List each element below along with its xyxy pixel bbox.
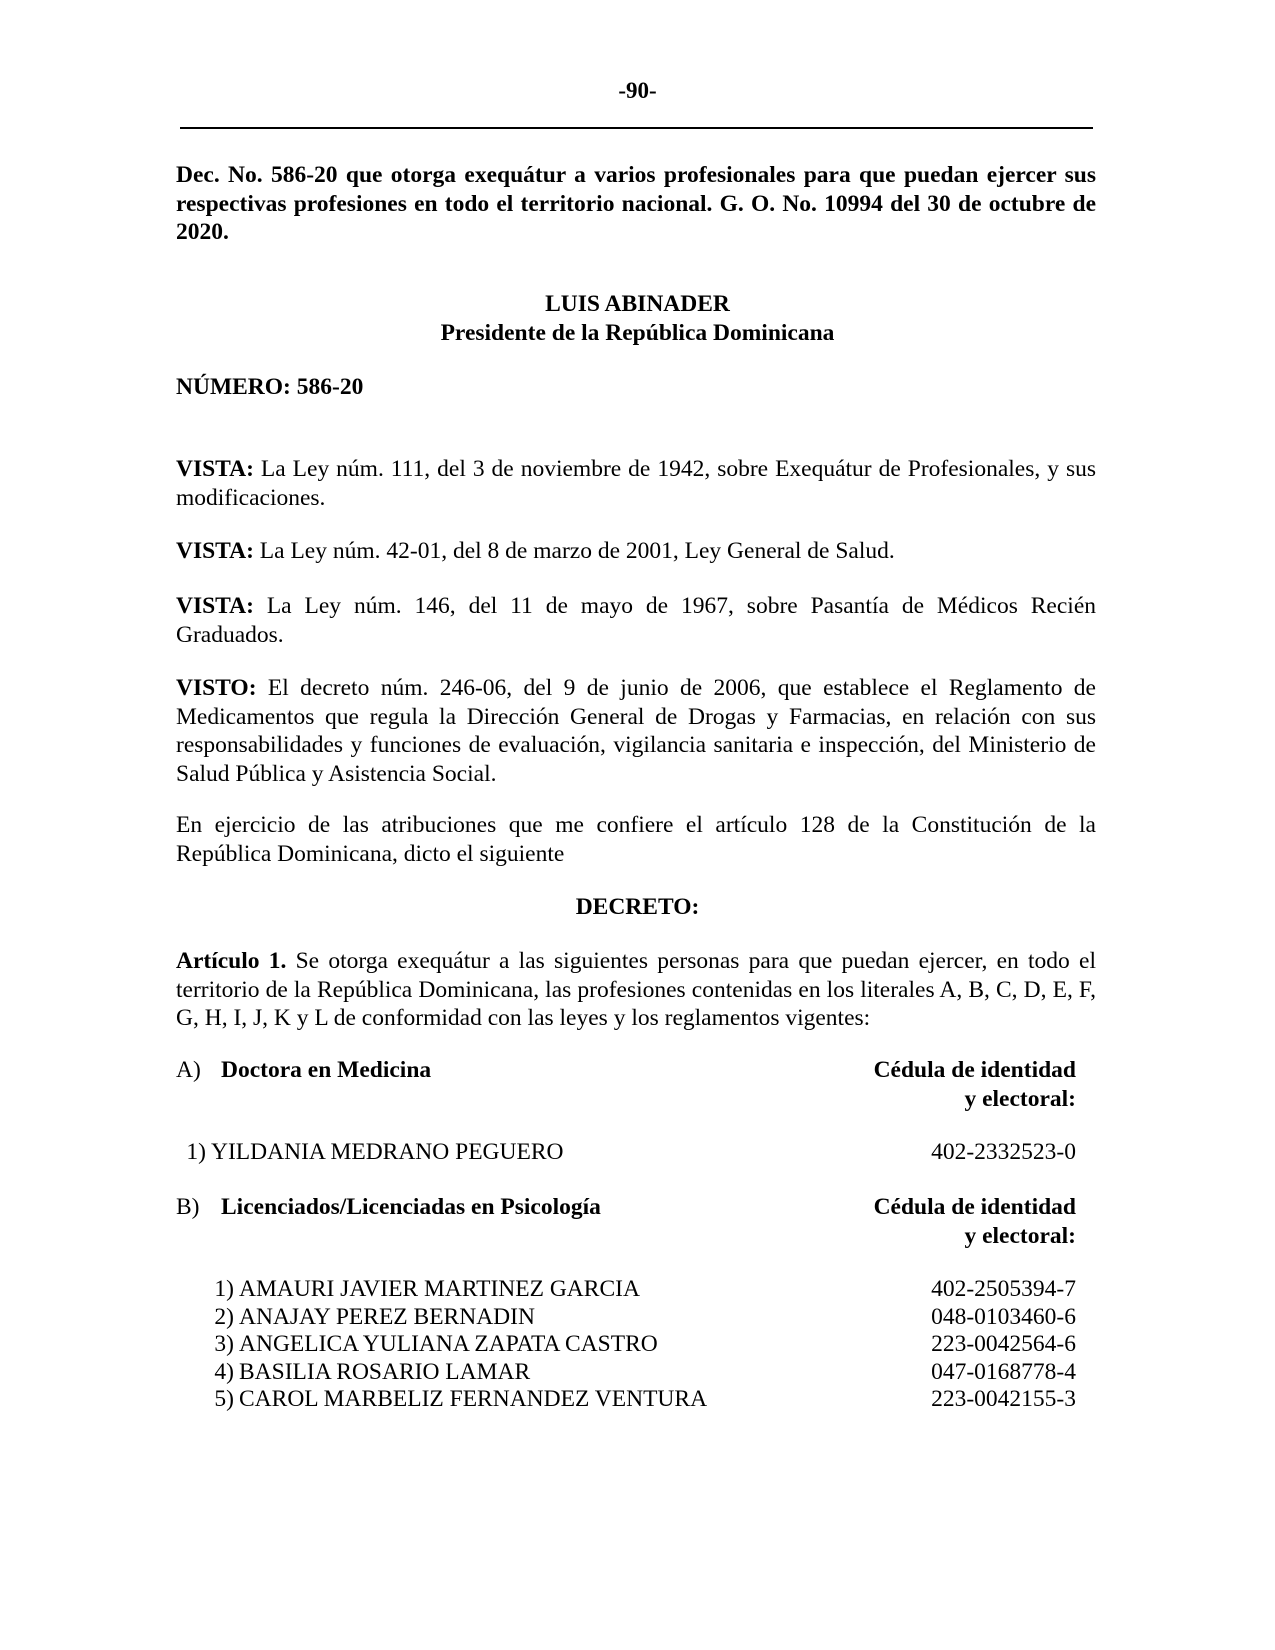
decree-title: Dec. No. 586-20 que otorga exequátur a varios profesionales para que puedan ejercer sus respectivas profesiones en todo el territorio nacional. G. O. No. 10994 del 30 de octubre de 2020. xyxy=(176,162,1096,245)
cedula-header-line1: Cédula de identidad xyxy=(873,1194,1076,1220)
consideration-text: La Ley núm. 111, del 3 de noviembre de 1942, sobre Exequátur de Profesionales, y sus modificaciones. xyxy=(176,456,1096,511)
list-item-number: 5) xyxy=(214,1386,234,1412)
list-item-cedula: 402-2505394-7 xyxy=(931,1276,1076,1302)
cedula-column-header xyxy=(816,1193,1076,1250)
list-item-cedula: 048-0103460-6 xyxy=(931,1303,1076,1330)
list-item-number: 2) xyxy=(214,1303,234,1330)
article-text: Se otorga exequátur a las siguientes personas para que puedan ejercer, en todo el territorio de la República Dominicana, las profesiones contenidas en los literales A, B, C, D, E, F, G, H, I, J, K y L de conformidad con las leyes y los reglamentos vigentes: xyxy=(176,948,1096,1031)
list-item xyxy=(176,1330,1076,1359)
consideration-label: VISTA: xyxy=(176,593,254,619)
list-item-number: 1) xyxy=(186,1139,206,1165)
list-item-number: 4) xyxy=(214,1358,234,1385)
section-letter: A) xyxy=(176,1057,201,1083)
cedula-header-line1: Cédula de identidad xyxy=(873,1057,1076,1083)
article-label: Artículo 1. xyxy=(176,948,287,974)
list-item-cedula: 047-0168778-4 xyxy=(931,1358,1076,1385)
list-item xyxy=(176,1275,1076,1304)
list-item-name: BASILIA ROSARIO LAMAR xyxy=(239,1358,531,1385)
list-item-number: 1) xyxy=(214,1276,234,1302)
exercise-paragraph: En ejercicio de las atribuciones que me confiere el artículo 128 de la Constitución de la República Dominicana, dicto el siguiente xyxy=(176,812,1096,867)
list-item xyxy=(176,1358,1076,1387)
list-item-name: ANGELICA YULIANA ZAPATA CASTRO xyxy=(239,1331,658,1357)
consideration-1 xyxy=(176,455,1096,512)
list-item-number: 3) xyxy=(214,1331,234,1357)
decreto-heading: DECRETO: xyxy=(575,894,700,920)
section-a-header xyxy=(176,1056,1076,1113)
president-name: LUIS ABINADER xyxy=(545,291,730,317)
list-item xyxy=(176,1138,1076,1167)
consideration-label: VISTA: xyxy=(176,456,254,482)
president-role: Presidente de la República Dominicana xyxy=(440,319,835,346)
consideration-text: La Ley núm. 42-01, del 8 de marzo de 2001, Ley General de Salud. xyxy=(253,538,895,564)
header-rule xyxy=(180,127,1093,129)
section-letter: B) xyxy=(176,1194,200,1220)
consideration-2 xyxy=(176,537,1096,566)
section-title: Doctora en Medicina xyxy=(221,1057,432,1083)
list-item-name: AMAURI JAVIER MARTINEZ GARCIA xyxy=(239,1276,640,1302)
page-number: -90- xyxy=(618,78,657,103)
list-item-cedula: 223-0042155-3 xyxy=(931,1386,1076,1412)
consideration-3 xyxy=(176,592,1096,649)
list-item xyxy=(176,1385,1076,1414)
list-item-name: CAROL MARBELIZ FERNANDEZ VENTURA xyxy=(239,1386,708,1412)
consideration-label: VISTA: xyxy=(176,538,254,564)
cedula-header-line2: y electoral: xyxy=(964,1222,1076,1249)
decree-number: NÚMERO: 586-20 xyxy=(176,374,364,400)
consideration-text: La Ley núm. 146, del 11 de mayo de 1967, sobre Pasantía de Médicos Recién Graduados. xyxy=(176,593,1096,648)
section-b-header xyxy=(176,1193,1076,1250)
section-title: Licenciados/Licenciadas en Psicología xyxy=(221,1194,601,1220)
article-1 xyxy=(176,947,1096,1033)
consideration-label: VISTO: xyxy=(176,675,257,701)
consideration-4 xyxy=(176,674,1096,788)
consideration-text: El decreto núm. 246-06, del 9 de junio de 2006, que establece el Reglamento de Medicamentos que regula la Dirección General de Drogas y Farmacias, en relación con sus responsabilidades y funciones de evaluación, vigilancia sanitaria e inspección, del Ministerio de Salud Pública y Asistencia Social. xyxy=(176,675,1096,787)
list-item-name: YILDANIA MEDRANO PEGUERO xyxy=(211,1139,564,1165)
list-item xyxy=(176,1303,1076,1332)
list-item-cedula: 402-2332523-0 xyxy=(931,1139,1076,1165)
list-item-name: ANAJAY PEREZ BERNADIN xyxy=(239,1303,535,1330)
cedula-column-header xyxy=(816,1056,1076,1113)
cedula-header-line2: y electoral: xyxy=(964,1085,1076,1112)
list-item-cedula: 223-0042564-6 xyxy=(931,1331,1076,1357)
